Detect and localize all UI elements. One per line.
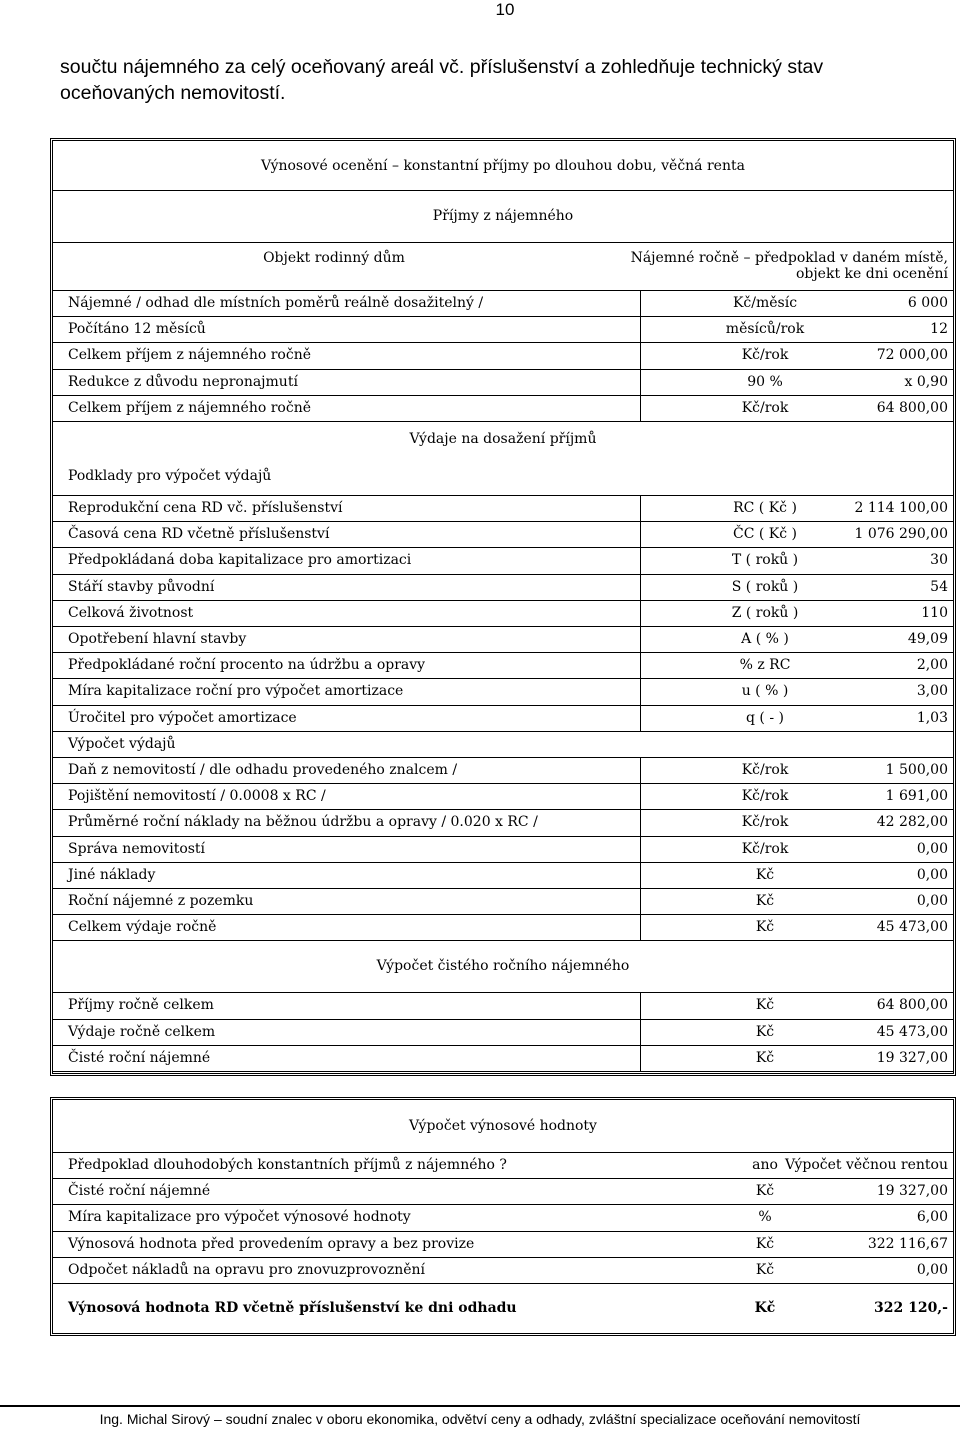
- column-divider: [640, 290, 641, 421]
- row-label: Míra kapitalizace roční pro výpočet amortizace: [68, 683, 404, 700]
- expenses-section-title: Výdaje na dosažení příjmů: [409, 431, 597, 447]
- table-row: [53, 888, 953, 914]
- page-number: 10: [495, 0, 515, 19]
- table-title: Výnosové ocenění – konstantní příjmy po dlouhou dobu, věčná renta: [261, 157, 745, 174]
- intro-line-1: součtu nájemného za celý oceňovaný areál vč. příslušenství a zohledňuje technický stav: [60, 56, 824, 78]
- table-row: [53, 521, 953, 547]
- intro-paragraph: [60, 54, 955, 106]
- row-unit: ano: [752, 1157, 778, 1174]
- table-row: [53, 316, 953, 342]
- table-row: [53, 290, 953, 316]
- row-value: 42 282,00: [876, 814, 948, 831]
- page-footer: Ing. Michal Sirový – soudní znalec v oboru ekonomika, odvětví ceny a odhady, zvláštní specializace oceňování nemovitostí: [99, 1411, 861, 1427]
- row-value: 6,00: [916, 1209, 948, 1226]
- row-value: 19 327,00: [876, 1183, 948, 1200]
- column-header-left: Objekt rodinný dům: [263, 250, 405, 266]
- table-row: [53, 652, 953, 678]
- row-divider: [53, 1071, 953, 1072]
- row-value: 1 691,00: [885, 788, 948, 805]
- row-unit: % z RC: [739, 657, 791, 674]
- row-unit: Kč/rok: [741, 840, 789, 857]
- row-value: 1 076 290,00: [854, 526, 948, 543]
- calc-label-text: Výpočet výdajů: [68, 735, 176, 752]
- table-row: [53, 626, 953, 652]
- basis-label: [53, 457, 953, 495]
- row-value: 322 120,-: [873, 1300, 948, 1316]
- intro-line-2: oceňovaných nemovitostí.: [60, 82, 286, 104]
- table-row: [53, 600, 953, 626]
- table-row: [53, 547, 953, 573]
- row-unit: měsíců/rok: [725, 321, 805, 338]
- row-label: Čisté roční nájemné: [68, 1183, 211, 1200]
- row-unit: Kč: [755, 919, 775, 936]
- row-unit: Kč: [755, 1023, 775, 1040]
- row-label: Správa nemovitostí: [68, 840, 206, 857]
- row-unit: Kč: [755, 1261, 775, 1278]
- row-label: Časová cena RD včetně příslušenství: [68, 526, 330, 543]
- row-unit: Kč/rok: [741, 814, 789, 831]
- column-header-right: [618, 242, 948, 290]
- row-unit: Kč/rok: [741, 762, 789, 779]
- row-value: 45 473,00: [876, 919, 948, 936]
- row-unit: A ( % ): [741, 631, 789, 648]
- row-unit: Z ( roků ): [731, 604, 799, 621]
- row-value: 30: [930, 552, 948, 569]
- table-row: [53, 836, 953, 862]
- row-unit: ČC ( Kč ): [733, 526, 797, 543]
- row-label: Výnosová hodnota RD včetně příslušenství ke dni odhadu: [68, 1300, 517, 1316]
- column-divider: [640, 495, 641, 731]
- yield-value-table: [50, 1097, 956, 1336]
- column-header-row: [53, 242, 953, 290]
- row-unit: Kč: [754, 1300, 776, 1316]
- table-row: [53, 914, 953, 940]
- row-value: 0,00: [916, 1261, 948, 1278]
- row-label: Celkem příjem z nájemného ročně: [68, 399, 312, 416]
- column-divider: [640, 757, 641, 940]
- row-label: Jiné náklady: [68, 866, 156, 883]
- row-label: Úročitel pro výpočet amortizace: [68, 709, 297, 726]
- row-value: 45 473,00: [876, 1023, 948, 1040]
- row-value: 1,03: [916, 709, 948, 726]
- row-unit: RC ( Kč ): [733, 500, 797, 517]
- row-label: Výnosová hodnota před provedením opravy a bez provize: [68, 1235, 475, 1252]
- table-row: [53, 369, 953, 395]
- row-value: 110: [921, 604, 948, 621]
- row-label: Čisté roční nájemné: [68, 1049, 211, 1066]
- result-row: [53, 1283, 953, 1333]
- row-label: Předpokládané roční procento na údržbu a opravy: [68, 657, 426, 674]
- row-unit: Kč: [755, 866, 775, 883]
- row-value: 0,00: [916, 893, 948, 910]
- row-value: 19 327,00: [876, 1049, 948, 1066]
- row-label: Průměrné roční náklady na běžnou údržbu a opravy / 0.020 x RC /: [68, 814, 538, 831]
- row-unit: Kč/rok: [741, 399, 789, 416]
- row-unit: q ( - ): [746, 709, 784, 726]
- row-label: Pojištění nemovitostí / 0.0008 x RC /: [68, 788, 326, 805]
- row-unit: %: [758, 1209, 772, 1226]
- table-row: [53, 705, 953, 731]
- table-row: [53, 809, 953, 835]
- row-unit: Kč/měsíc: [732, 295, 798, 312]
- row-value: 2 114 100,00: [854, 500, 948, 517]
- row-unit: Kč/rok: [741, 788, 789, 805]
- table-title: Výpočet výnosové hodnoty: [409, 1118, 597, 1134]
- row-label: Příjmy ročně celkem: [68, 997, 214, 1014]
- row-unit: Kč: [755, 1049, 775, 1066]
- table-row: [53, 1178, 953, 1204]
- header-right-line-1: Nájemné ročně – předpoklad v daném místě,: [630, 250, 948, 266]
- table-row: [53, 1231, 953, 1257]
- row-unit: Kč/rok: [741, 347, 789, 364]
- row-unit: Kč: [755, 1183, 775, 1200]
- table-row: [53, 1152, 953, 1178]
- header-right-line-2: objekt ke dni ocenění: [795, 266, 948, 282]
- row-value: 2,00: [916, 657, 948, 674]
- row-label: Celkem příjem z nájemného ročně: [68, 347, 312, 364]
- table-row: [53, 783, 953, 809]
- row-label: Daň z nemovitostí / dle odhadu provedeného znalcem /: [68, 762, 458, 779]
- row-unit: S ( roků ): [731, 578, 799, 595]
- row-label: Nájemné / odhad dle místních poměrů reálně dosažitelný /: [68, 295, 484, 312]
- calc-label: [53, 731, 953, 757]
- footer-divider: [0, 1405, 960, 1407]
- row-label: Předpokládaná doba kapitalizace pro amortizaci: [68, 552, 412, 569]
- row-label: Redukce z důvodu nepronajmutí: [68, 373, 298, 390]
- table-row: [53, 495, 953, 521]
- row-value: x 0,90: [904, 373, 948, 390]
- row-unit: Kč: [755, 997, 775, 1014]
- row-unit: u ( % ): [741, 683, 789, 700]
- table-row: [53, 1204, 953, 1230]
- row-label: Celkem výdaje ročně: [68, 919, 217, 936]
- row-unit: Kč: [755, 1235, 775, 1252]
- table-row: [53, 1019, 953, 1045]
- table-row: [53, 992, 953, 1018]
- row-value: 12: [930, 321, 948, 338]
- table-row: [53, 342, 953, 368]
- row-label: Celková životnost: [68, 604, 194, 621]
- row-label: Předpoklad dlouhodobých konstantních příjmů z nájemného ?: [68, 1157, 507, 1174]
- row-label: Odpočet nákladů na opravu pro znovuzprovoznění: [68, 1261, 425, 1278]
- income-valuation-table: [50, 138, 956, 1076]
- basis-label-text: Podklady pro výpočet výdajů: [68, 468, 272, 484]
- row-value: 6 000: [907, 295, 948, 312]
- row-value: 322 116,67: [867, 1235, 948, 1252]
- table-row: [53, 862, 953, 888]
- row-value: 1 500,00: [885, 762, 948, 779]
- column-divider: [640, 992, 641, 1071]
- row-unit: T ( roků ): [731, 552, 799, 569]
- table-row: [53, 1045, 953, 1071]
- row-unit: Kč: [755, 893, 775, 910]
- row-value: 0,00: [916, 866, 948, 883]
- row-value: 54: [930, 578, 948, 595]
- row-label: Počítáno 12 měsíců: [68, 321, 206, 338]
- table-row: [53, 574, 953, 600]
- row-label: Stáří stavby původní: [68, 578, 215, 595]
- row-label: Opotřebení hlavní stavby: [68, 631, 247, 648]
- net-rent-section-title: Výpočet čistého ročního nájemného: [376, 958, 630, 975]
- table-row: [53, 395, 953, 421]
- row-value: 0,00: [916, 840, 948, 857]
- row-value: 72 000,00: [876, 347, 948, 364]
- table-row: [53, 678, 953, 704]
- row-label: Výdaje ročně celkem: [68, 1023, 216, 1040]
- row-label: Reprodukční cena RD vč. příslušenství: [68, 500, 343, 517]
- row-value: 3,00: [916, 683, 948, 700]
- row-value: 49,09: [907, 631, 948, 648]
- table-row: [53, 757, 953, 783]
- row-value: 64 800,00: [876, 997, 948, 1014]
- table-subtitle: Příjmy z nájemného: [432, 208, 574, 224]
- row-label: Roční nájemné z pozemku: [68, 893, 254, 910]
- row-value: 64 800,00: [876, 399, 948, 416]
- row-label: Míra kapitalizace pro výpočet výnosové hodnoty: [68, 1209, 411, 1226]
- table-row: [53, 1257, 953, 1283]
- row-unit: 90 %: [747, 373, 783, 390]
- row-value: Výpočet věčnou rentou: [784, 1157, 948, 1174]
